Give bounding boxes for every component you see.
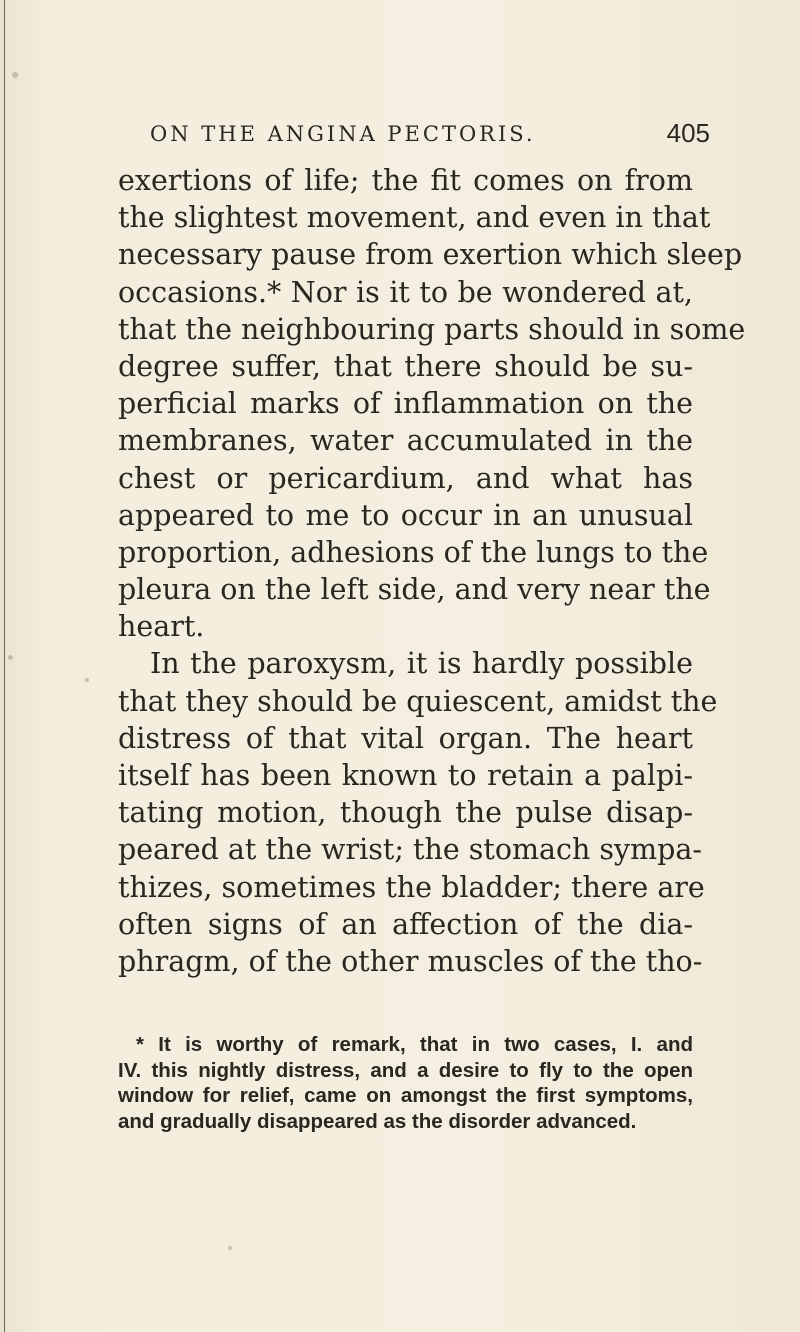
text-line: often signs of an affection of the dia- [118,907,693,941]
text-line: perficial marks of inflammation on the [118,387,693,421]
text-line: phragm, of the other muscles of the tho- [118,944,703,978]
page-edge [4,0,5,1332]
text-line: appeared to me to occur in an unusual [118,498,693,532]
ink-speck [85,678,89,682]
text-line: that they should be quiescent, amidst the [118,684,718,718]
text-line: that the neighbouring parts should in some [118,312,746,346]
text-line: degree suffer, that there should be su- [118,349,693,383]
text-line: occasions.* Nor is it to be wondered at, [118,275,693,309]
text-line: exertions of life; the fit comes on from [118,164,693,197]
page-number: 405 [666,118,710,148]
footnote-line: IV. this nightly distress, and a desire to fly to the open [118,1058,693,1082]
ink-speck [12,72,18,78]
text-line: proportion, adhesions of the lungs to the [118,535,709,569]
ink-speck [228,1246,232,1250]
running-title: ON THE ANGINA PECTORIS. [150,122,536,146]
text-line: peared at the wrist; the stomach sympa- [118,833,702,867]
paragraph-end-line: heart. [118,610,205,644]
text-line: pleura on the left side, and very near the [118,573,711,607]
footnote-line: and gradually disappeared as the disorder advanced. [118,1109,637,1133]
text-line: distress of that vital organ. The heart [118,721,693,755]
text-line: the slightest movement, and even in that [118,201,711,235]
text-line: membranes, water accumulated in the [118,424,693,458]
text-line: tating motion, though the pulse disap- [118,796,693,830]
footnote-line: * It is worthy of remark, that in two cases, I. and [136,1033,693,1056]
footnote [118,1032,693,1134]
text-line: itself has been known to retain a palpi- [118,759,693,792]
paragraph-start-line: In the paroxysm, it is hardly possible [150,647,693,681]
text-line: necessary pause from exertion which sleep [118,238,743,272]
ink-speck [8,655,13,660]
footnote-line: window for relief, came on amongst the first symptoms, [118,1084,693,1107]
text-line: chest or pericardium, and what has [118,461,693,495]
body-text [118,162,746,980]
running-head [150,118,710,158]
text-line: thizes, sometimes the bladder; there are [118,870,705,904]
